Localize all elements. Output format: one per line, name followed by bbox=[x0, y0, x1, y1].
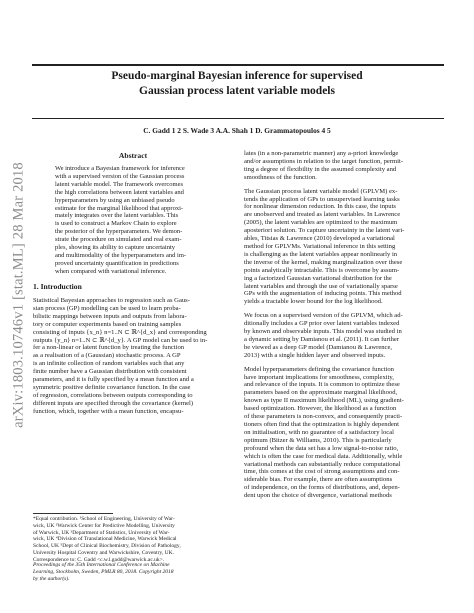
text-line: ing a factorized Gaussian variational distribution for the bbox=[244, 274, 392, 282]
text-line: the inverse of the kernel, making marginalization over these bbox=[244, 258, 403, 266]
paper-title bbox=[40, 69, 434, 98]
text-line: ting a degree of flexibility in the assumed complexity and bbox=[244, 165, 397, 173]
intro-line: finite number have a Gaussian distribution with consistent bbox=[33, 368, 187, 376]
paragraph bbox=[244, 150, 444, 182]
text-line: latent variables and through the use of variationally sparse bbox=[244, 282, 398, 290]
abstract bbox=[55, 151, 211, 276]
intro-line: as a realisation of a (Gaussian) stochastic process. A GP bbox=[33, 352, 181, 360]
abstract-heading: Abstract bbox=[118, 151, 148, 160]
intro-line: bilistic mappings between inputs and outputs from labora- bbox=[33, 312, 187, 320]
text-line: smoothness of the function. bbox=[244, 173, 317, 181]
section-heading: 1. Introduction bbox=[33, 282, 82, 291]
footnote-line: of Warwick, UK ³Department of Statistics, University of War- bbox=[33, 529, 170, 536]
proceedings-note bbox=[33, 562, 230, 582]
text-line: aposteriori solution. To capture uncertainty in the latent vari- bbox=[244, 227, 405, 235]
intro-line: is an infinite collection of random variables such that any bbox=[33, 360, 185, 368]
abstract-body bbox=[55, 165, 211, 276]
text-line: dent upon the choice of divergence, variational methods bbox=[244, 492, 392, 500]
intro-line: Statistical Bayesian approaches to regression such as Gaus- bbox=[33, 297, 190, 304]
intro-line: symmetric positive definite covariance function. In the case bbox=[33, 383, 191, 391]
paragraph bbox=[244, 312, 444, 359]
abstract-line: estimate for the marginal likelihood that approxi- bbox=[55, 204, 184, 212]
text-line: The Gaussian process latent variable model (GPLVM) ex- bbox=[244, 187, 398, 195]
footnote-line: wick, UK ²Warwick Center for Predictive Modelling, University bbox=[33, 522, 175, 529]
text-line: is challenging as the latent variables appear nonlinearly in bbox=[244, 250, 398, 258]
abstract-line: latent variable model. The framework overcomes bbox=[55, 180, 184, 188]
text-line: which is often the case for medical data. Additionally, while bbox=[244, 452, 403, 460]
intro-line: different inputs are specified through the covariance (kernel) bbox=[33, 399, 194, 407]
text-line: method for GPLVMs. Variational inference in this setting bbox=[244, 242, 396, 250]
right-column bbox=[244, 150, 444, 500]
text-line: (2005), the latent variables are optimized to the maximum bbox=[244, 219, 398, 227]
text-line: are unobserved and treated as latent variables. In Lawrence bbox=[244, 211, 401, 219]
text-line: ditionally includes a GP prior over latent variables indexed bbox=[244, 320, 400, 328]
text-line: parameters based on the approximate marginal likelihood, bbox=[244, 389, 398, 397]
text-line: be viewed as a deep GP model (Damianou & Lawrence, bbox=[244, 343, 393, 351]
text-line: lates (in a non-parametric manner) any a-priori knowledge bbox=[244, 150, 399, 157]
footnote-line: Correspondence to: C. Gadd <c.w.l.gadd@warwick.ac.uk>. bbox=[33, 556, 165, 563]
intro-line: fer a non-linear or latent function by treating the function bbox=[33, 344, 185, 352]
footnote-line: *Equal contribution. ¹School of Engineering, University of War- bbox=[33, 516, 175, 522]
text-line: yields a tractable lower bound for the log likelihood. bbox=[244, 298, 383, 306]
author-list: C. Gadd 1 2 S. Wade 3 A.A. Shah 1 D. Grammatopoulos 4 5 bbox=[143, 126, 331, 135]
text-line: known as type II maximum likelihood (ML), using gradient- bbox=[244, 397, 404, 405]
intro-line: sian process (GP) modelling can be used to learn proba- bbox=[33, 304, 181, 312]
text-line: We focus on a supervised version of the GPLVM, which ad- bbox=[244, 312, 403, 320]
footnote bbox=[33, 516, 230, 564]
text-line: of these parameters is non-convex, and consequently practi- bbox=[244, 413, 403, 421]
abstract-line: hyperparameters by using an unbiased pseudo bbox=[55, 196, 175, 204]
footnote-line: wick, UK ⁴Division of Translational Medicine, Warwick Medical bbox=[33, 536, 177, 543]
text-line: based optimization. However, the likelihood as a function bbox=[244, 405, 397, 413]
intro-line: parameters, and it is fully specified by a mean function and a bbox=[33, 376, 194, 384]
text-line: Model hyperparameters defining the covariance function bbox=[244, 365, 394, 373]
proceedings-line: Proceedings of the 35th International Conference on Machine bbox=[33, 562, 170, 568]
text-line: tends the application of GPs to unsupervised learning tasks bbox=[244, 195, 400, 203]
paragraph bbox=[244, 188, 444, 307]
abstract-line: the posterior of the hyperparameters. We demon- bbox=[55, 228, 183, 236]
abstract-line: when compared with variational inference. bbox=[55, 267, 167, 275]
proceedings-line: by the author(s). bbox=[33, 575, 70, 582]
proceedings-line: Learning, Stockholm, Sweden, PMLR 80, 2018. Copyright 2018 bbox=[33, 568, 174, 575]
title-line: Pseudo-marginal Bayesian inference for supervised bbox=[111, 70, 363, 82]
abstract-line: ples, showing its ability to capture uncertainty bbox=[55, 244, 176, 252]
arxiv-id: arXiv:1803.10746v1 [stat.ML] 28 Mar 2018 bbox=[10, 162, 27, 428]
abstract-line: is used to construct a Markov Chain to explore bbox=[55, 220, 177, 228]
abstract-line: We introduce a Bayesian framework for inference bbox=[55, 165, 185, 172]
text-line: siderable bias. For example, there are often assumptions bbox=[244, 476, 393, 484]
footnote-rule bbox=[33, 513, 113, 514]
paragraph bbox=[244, 366, 444, 500]
text-line: and/or assumptions in relation to the target function, permit- bbox=[244, 157, 404, 165]
footnote-line: School, UK ⁵Dept of Clinical Biochemistry, Division of Pathology, bbox=[33, 543, 181, 550]
intro-line: outputs {y_n} n=1..N ⊂ ℝ^{d_y}. A GP model can be used to in- bbox=[33, 336, 208, 344]
intro-line: consisting of inputs {x_n} n=1..N ⊂ ℝ^{d_x} and corresponding bbox=[33, 328, 207, 336]
abstract-line: the high correlations between latent variables and bbox=[55, 188, 184, 196]
text-line: by known and observable inputs. This model was studied in bbox=[244, 328, 402, 336]
intro-line: function, which, together with a mean function, encapsu- bbox=[33, 407, 184, 415]
abstract-line: proved uncertainty quantification in predictions bbox=[55, 259, 179, 267]
text-line: a dynamic setting by Damianou et al. (2011). It can further bbox=[244, 335, 400, 343]
text-line: for nonlinear dimension reduction. In this case, the inputs bbox=[244, 203, 396, 211]
text-line: 2013) with a single hidden layer and observed inputs. bbox=[244, 351, 386, 359]
text-line: ables, Titsias & Lawrence (2010) developed a variational bbox=[244, 235, 395, 243]
title-rule-bottom bbox=[32, 118, 444, 119]
abstract-line: strate the procedure on simulated and real exam- bbox=[55, 236, 182, 244]
abstract-line: with a supervised version of the Gaussian process bbox=[55, 172, 185, 180]
abstract-line: mately integrates over the latent variables. This bbox=[55, 212, 179, 220]
arxiv-stamp bbox=[8, 60, 30, 530]
text-line: variational methods can substantially reduce computational bbox=[244, 460, 401, 468]
text-line: tioners often find that the optimization is highly dependent bbox=[244, 421, 399, 428]
text-line: of independence, on the forms of distributions, and, depen- bbox=[244, 484, 400, 492]
text-line: and relevance of the inputs. It is common to optimize these bbox=[244, 381, 400, 389]
title-line: Gaussian process latent variable models bbox=[139, 84, 335, 97]
text-line: GPs with the augmentation of inducing points. This method bbox=[244, 290, 402, 298]
text-line: time, this comes at the cost of strong assumptions and con- bbox=[244, 468, 400, 476]
text-line: points analytically intractable. This is overcome by assum- bbox=[244, 266, 400, 274]
title-rule-top bbox=[32, 64, 444, 66]
text-line: optimum (Bitzer & Williams, 2010). This is particularly bbox=[244, 436, 392, 444]
intro-line: tory or computer experiments based on training samples bbox=[33, 320, 182, 328]
footnote-line: University Hospital Coventry and Warwickshire, Coventry, UK. bbox=[33, 549, 175, 556]
abstract-line: and multimodality of the hyperparameters and im- bbox=[55, 251, 187, 259]
intro-body bbox=[33, 297, 230, 416]
text-line: profound when the data set has a low signal-to-noise ratio, bbox=[244, 444, 399, 452]
text-line: on initialisation, with no guarantee of a satisfactory local bbox=[244, 428, 394, 436]
intro-line: of regression, correlations between outputs corresponding to bbox=[33, 391, 193, 399]
text-line: have important implications for smoothness, complexity, bbox=[244, 373, 394, 381]
